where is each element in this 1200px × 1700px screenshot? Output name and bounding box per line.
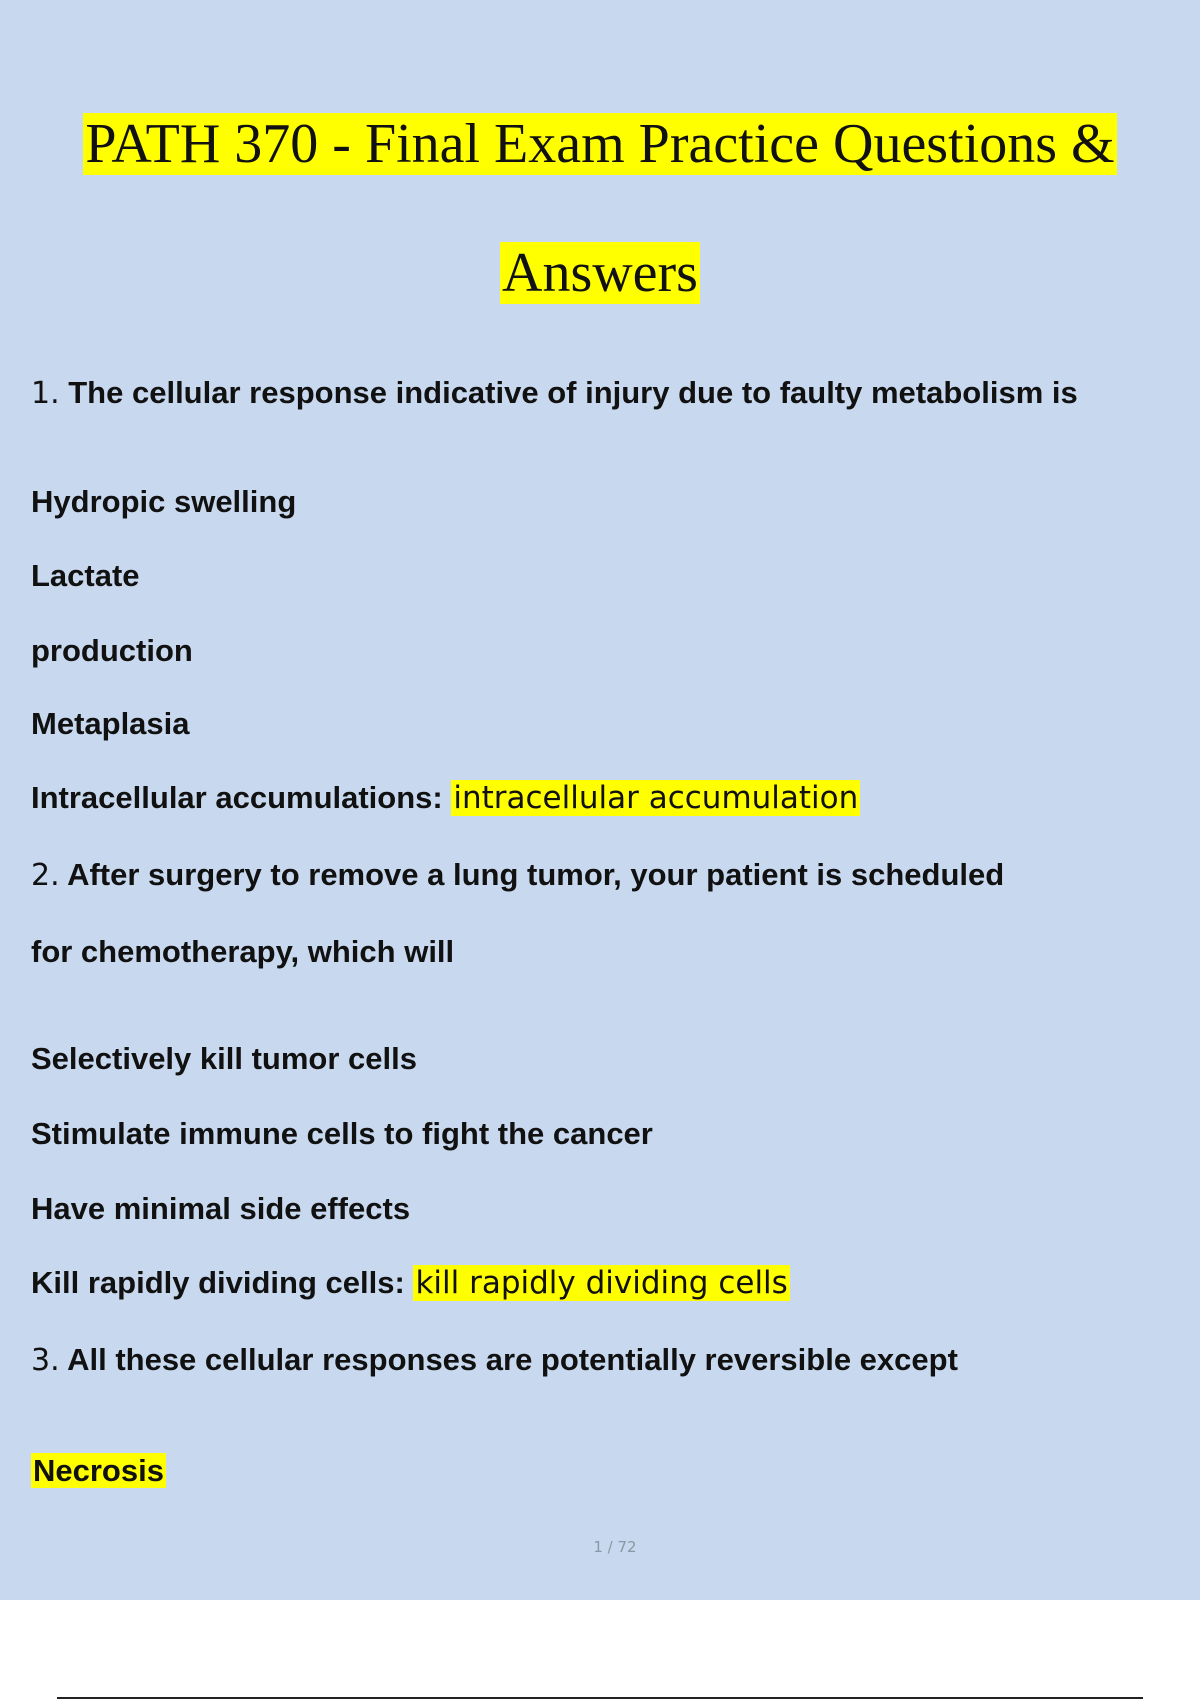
question-1 xyxy=(31,373,1078,414)
option-item: Lactate xyxy=(31,558,140,593)
page-indicator: 1 / 72 xyxy=(593,1538,637,1556)
highlighted-answer: Necrosis xyxy=(33,1453,164,1488)
option-item: Hydropic swelling xyxy=(31,484,297,519)
option-item: production xyxy=(31,633,193,668)
highlighted-answer: kill rapidly dividing cells xyxy=(415,1265,788,1301)
question-number: 2. xyxy=(31,858,60,893)
question-3 xyxy=(31,1340,958,1381)
option-label: Kill rapidly dividing cells: xyxy=(31,1265,405,1300)
question-2-continued: for chemotherapy, which will xyxy=(31,934,455,969)
next-page-divider xyxy=(57,1697,1143,1699)
answer-item xyxy=(31,1451,166,1491)
question-text: After surgery to remove a lung tumor, your patient is scheduled xyxy=(67,857,1005,892)
document-title xyxy=(0,111,1200,177)
title-line-2: Answers xyxy=(502,242,698,304)
highlighted-answer: intracellular accumulation xyxy=(453,780,859,816)
option-with-answer xyxy=(31,1263,790,1303)
option-label: Intracellular accumulations: xyxy=(31,780,443,815)
question-text: The cellular response indicative of injury due to faulty metabolism is xyxy=(68,375,1078,410)
option-item: Stimulate immune cells to fight the cancer xyxy=(31,1116,653,1151)
option-item: Metaplasia xyxy=(31,706,190,741)
document-title-continued xyxy=(0,240,1200,306)
title-line-1: PATH 370 - Final Exam Practice Questions & xyxy=(85,113,1115,175)
question-number: 3. xyxy=(31,1343,60,1378)
question-text: All these cellular responses are potentially reversible except xyxy=(67,1342,958,1377)
option-with-answer xyxy=(31,778,860,818)
question-2 xyxy=(31,855,1004,896)
option-item: Selectively kill tumor cells xyxy=(31,1041,417,1076)
question-number: 1. xyxy=(31,376,60,411)
option-item: Have minimal side effects xyxy=(31,1191,411,1226)
